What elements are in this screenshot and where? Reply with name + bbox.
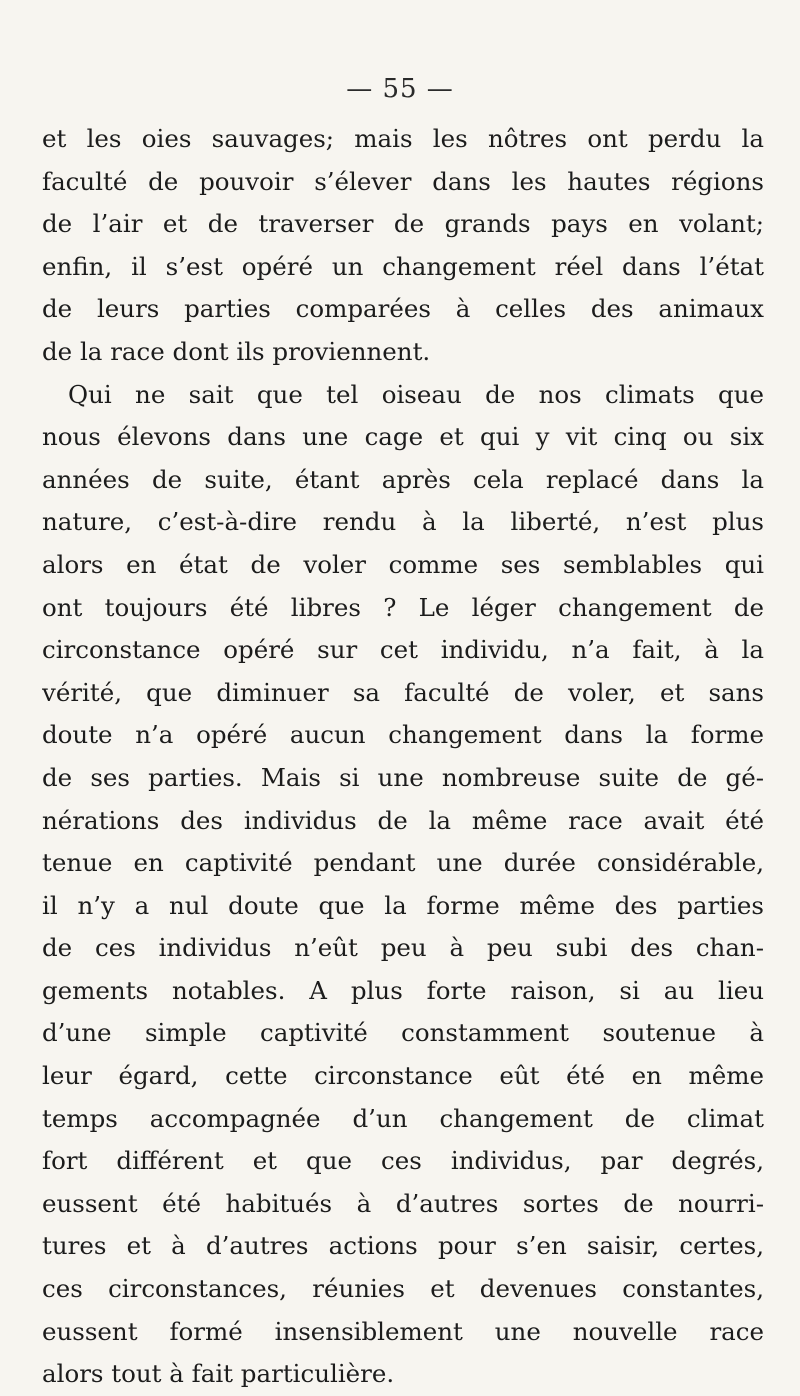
text-line: ont toujours été libres ? Le léger changement de xyxy=(42,592,764,622)
text-line: fort différent et que ces individus, par degrés, xyxy=(42,1146,764,1176)
text-line: tenue en captivité pendant une durée considérable, xyxy=(42,848,764,878)
text-line: alors tout à fait particulière. xyxy=(42,1359,395,1389)
page-number: — 55 — xyxy=(346,74,454,104)
text-line: et les oies sauvages; mais les nôtres ont perdu la xyxy=(42,124,764,153)
text-line: Qui ne sait que tel oiseau de nos climats que xyxy=(68,379,764,409)
text-line: années de suite, étant après cela replacé dans la xyxy=(42,464,764,494)
text-line: de l’air et de traverser de grands pays en volant; xyxy=(42,209,764,239)
text-line: eussent été habitués à d’autres sortes de nourri- xyxy=(42,1188,764,1218)
text-line: de la race dont ils proviennent. xyxy=(42,336,431,366)
text-line: alors en état de voler comme ses semblables qui xyxy=(42,549,764,579)
text-line: circonstance opéré sur cet individu, n’a fait, à la xyxy=(42,635,764,665)
text-line: vérité, que diminuer sa faculté de voler, et sans xyxy=(42,677,764,707)
text-line: d’une simple captivité constamment soutenue à xyxy=(42,1018,764,1048)
text-line: gements notables. A plus forte raison, si au lieu xyxy=(42,975,764,1005)
text-line: de ces individus n’eût peu à peu subi des chan- xyxy=(42,933,764,963)
text-line: nérations des individus de la même race avait été xyxy=(42,805,764,835)
text-line: de leurs parties comparées à celles des animaux xyxy=(42,294,764,324)
text-line: ces circonstances, réunies et devenues constantes, xyxy=(42,1274,764,1304)
text-line: enfin, il s’est opéré un changement réel dans l’état xyxy=(42,251,764,281)
text-line: nature, c’est-à-dire rendu à la liberté, n’est plus xyxy=(42,507,764,537)
text-line: doute n’a opéré aucun changement dans la forme xyxy=(42,720,764,750)
text-line: de ses parties. Mais si une nombreuse suite de gé- xyxy=(42,762,764,792)
body-text xyxy=(42,118,764,1396)
text-line: leur égard, cette circonstance eût été en même xyxy=(42,1061,764,1091)
text-line: temps accompagnée d’un changement de climat xyxy=(42,1103,764,1133)
text-line: il n’y a nul doute que la forme même des parties xyxy=(42,890,764,920)
text-line: eussent formé insensiblement une nouvelle race xyxy=(42,1316,764,1346)
text-line: nous élevons dans une cage et qui y vit cinq ou six xyxy=(42,422,764,452)
text-line: tures et à d’autres actions pour s’en saisir, certes, xyxy=(42,1231,764,1261)
text-line: faculté de pouvoir s’élever dans les hautes régions xyxy=(42,166,764,196)
